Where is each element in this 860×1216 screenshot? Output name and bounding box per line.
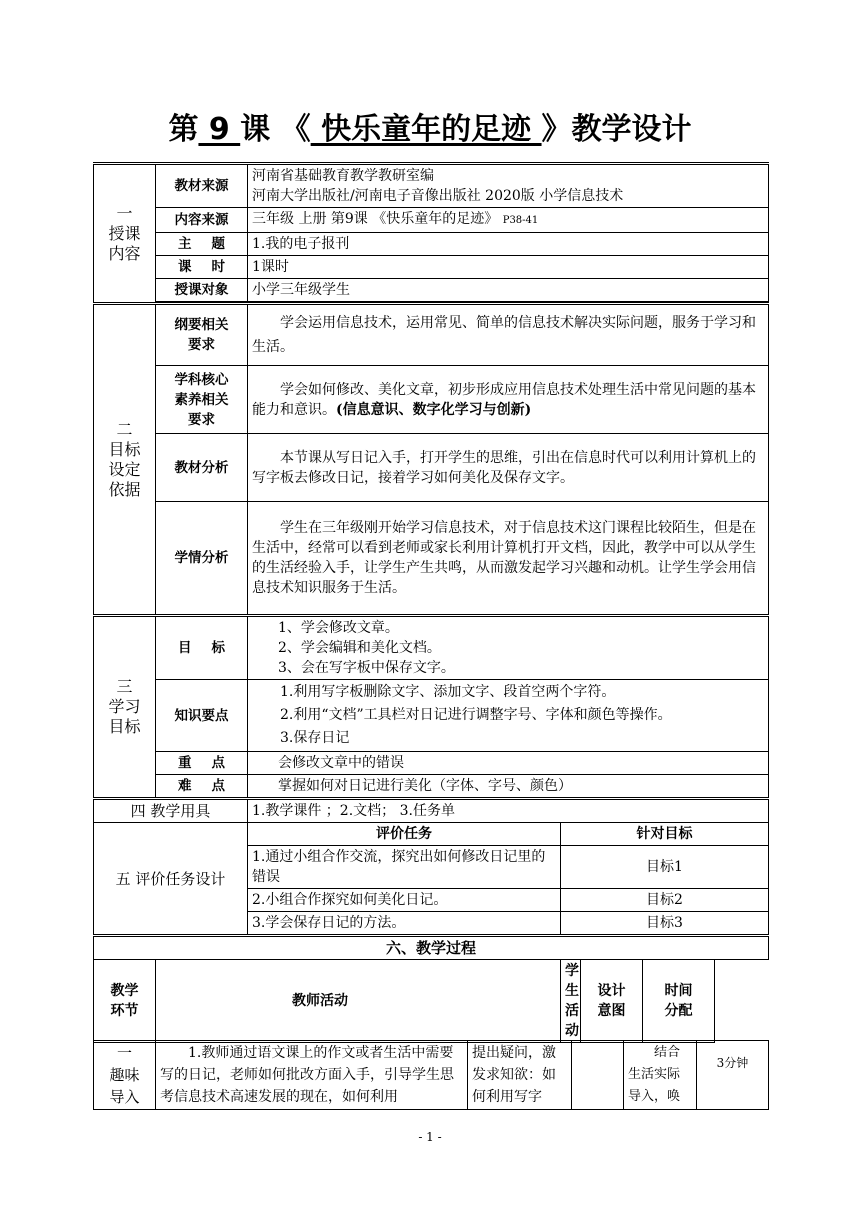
page-number: - 1 - (418, 1130, 442, 1144)
label-textbook-source: 教材来源 (156, 164, 248, 208)
section-5-label: 五 评价任务设计 (94, 823, 248, 936)
section-4-label: 四 教学用具 (94, 799, 248, 823)
value-objectives: 1、学会修改文章。 2、学会编辑和美化文档。 3、会在写字板中保存文字。 (248, 616, 769, 680)
label-content-source: 内容来源 (156, 208, 248, 233)
teacher-activity-1: 1.教师通过语文课上的作文或者生活中需要写的日记，老师如何批改方面入手，引导学生思考信息技术高速发展的现在，如何利用 (156, 1041, 468, 1110)
row-learner-analysis (94, 502, 769, 616)
row-difficulty (94, 775, 769, 799)
row-process-1 (94, 1041, 769, 1110)
value-textbook-source: 河南省基础教育教学教研室编 河南大学出版社/河南电子音像出版社 2020版 小学信息技术 (248, 164, 769, 208)
eval-task-1: 1.通过小组合作交流，探究出如何修改日记里的错误 (248, 846, 561, 889)
row-process-title (94, 936, 769, 960)
label-learner-analysis: 学情分析 (156, 502, 248, 616)
header-time: 时间 分配 (643, 960, 715, 1043)
eval-point-1 (572, 1041, 624, 1110)
row-outline-req (94, 304, 769, 366)
value-textbook-analysis: 本节课从写日记入手，打开学生的思维，引出在信息时代可以利用计算机上的写字板去修改日记，接着学习如何美化及保存文字。 (248, 434, 769, 502)
lesson-plan-table (93, 162, 769, 1043)
label-textbook-analysis: 教材分析 (156, 434, 248, 502)
eval-target-2: 目标2 (561, 889, 769, 912)
row-process-header (94, 960, 769, 1043)
section-1-label: 一 授课 内容 (94, 164, 156, 304)
eval-target-3: 目标3 (561, 912, 769, 936)
section-6-label: 六、教学过程 (94, 936, 769, 960)
value-hours: 1课时 (248, 256, 769, 279)
row-objectives (94, 616, 769, 680)
value-audience: 小学三年级学生 (248, 279, 769, 302)
eval-task-2: 2.小组合作探究如何美化日记。 (248, 889, 561, 912)
row-audience (94, 279, 769, 302)
row-teaching-aids (94, 799, 769, 823)
row-eval-header (94, 823, 769, 846)
header-design: 设计 意图 (581, 960, 643, 1043)
label-audience: 授课对象 (156, 279, 248, 302)
value-key-knowledge: 1.利用写字板删除文字、添加文字、段首空两个字符。 2.利用“文档”工具栏对日记进行调整字号、字体和颜色等操作。 3.保存日记 (248, 680, 769, 752)
header-teacher: 教师活动 (156, 960, 561, 1043)
section-2-label: 二 目标 设定 依据 (94, 304, 156, 616)
value-theme: 1.我的电子报刊 (248, 233, 769, 256)
label-outline-req: 纲要相关 要求 (156, 304, 248, 366)
label-key-point: 重点 (156, 752, 248, 775)
eval-task-3: 3.学会保存日记的方法。 (248, 912, 561, 936)
header-stage: 教学 环节 (94, 960, 156, 1043)
row-content-source (94, 208, 769, 233)
row-key-point (94, 752, 769, 775)
label-key-knowledge: 知识要点 (156, 680, 248, 752)
label-theme: 主题 (156, 233, 248, 256)
header-student: 学生活动 (561, 960, 581, 1043)
label-core-literacy: 学科核心 素养相关 要求 (156, 366, 248, 434)
student-activity-1: 提出疑问，激发求知欲：如何利用写字 (468, 1041, 572, 1110)
row-textbook-source (94, 164, 769, 208)
time-1: 3分钟 (697, 1041, 769, 1110)
value-key-point: 会修改文章中的错误 (248, 752, 769, 775)
row-core-literacy (94, 366, 769, 434)
row-hours (94, 256, 769, 279)
label-hours: 课时 (156, 256, 248, 279)
value-learner-analysis: 学生在三年级刚开始学习信息技术，对于信息技术这门课程比较陌生，但是在生活中，经常可以看到老师或家长利用计算机打开文档，因此，教学中可以从学生的生活经验入手，让学生产生共鸣，从而激发起学习兴趣和动机。让学生学会用信息技术知识服务于生活。 (248, 502, 769, 616)
label-difficulty: 难点 (156, 775, 248, 799)
value-content-source: 三年级 上册 第9课 《快乐童年的足迹》 P38-41 (248, 208, 769, 233)
stage-1: 一 趣味 导入 (94, 1041, 156, 1110)
header-eval-task: 评价任务 (248, 823, 561, 846)
row-theme (94, 233, 769, 256)
process-table (93, 1040, 769, 1110)
row-key-knowledge (94, 680, 769, 752)
value-teaching-aids: 1.教学课件 ；2.文档； 3.任务单 (248, 799, 769, 823)
page-title: 第 9 课 《 快乐童年的足迹 》教学设计 (168, 112, 692, 147)
design-intent-1: 结合生活实际导入，唤 (624, 1041, 697, 1110)
value-outline-req: 学会运用信息技术，运用常见、简单的信息技术解决实际问题，服务于学习和生活。 (248, 304, 769, 366)
header-eval-target: 针对目标 (561, 823, 769, 846)
eval-target-1: 目标1 (561, 846, 769, 889)
row-textbook-analysis (94, 434, 769, 502)
label-objectives: 目标 (156, 616, 248, 680)
value-difficulty: 掌握如何对日记进行美化（字体、字号、颜色） (248, 775, 769, 799)
section-3-label: 三 学习 目标 (94, 616, 156, 799)
value-core-literacy: 学会如何修改、美化文章，初步形成应用信息技术处理生活中常见问题的基本能力和意识。(信息意识、数字化学习与创新) (248, 366, 769, 434)
